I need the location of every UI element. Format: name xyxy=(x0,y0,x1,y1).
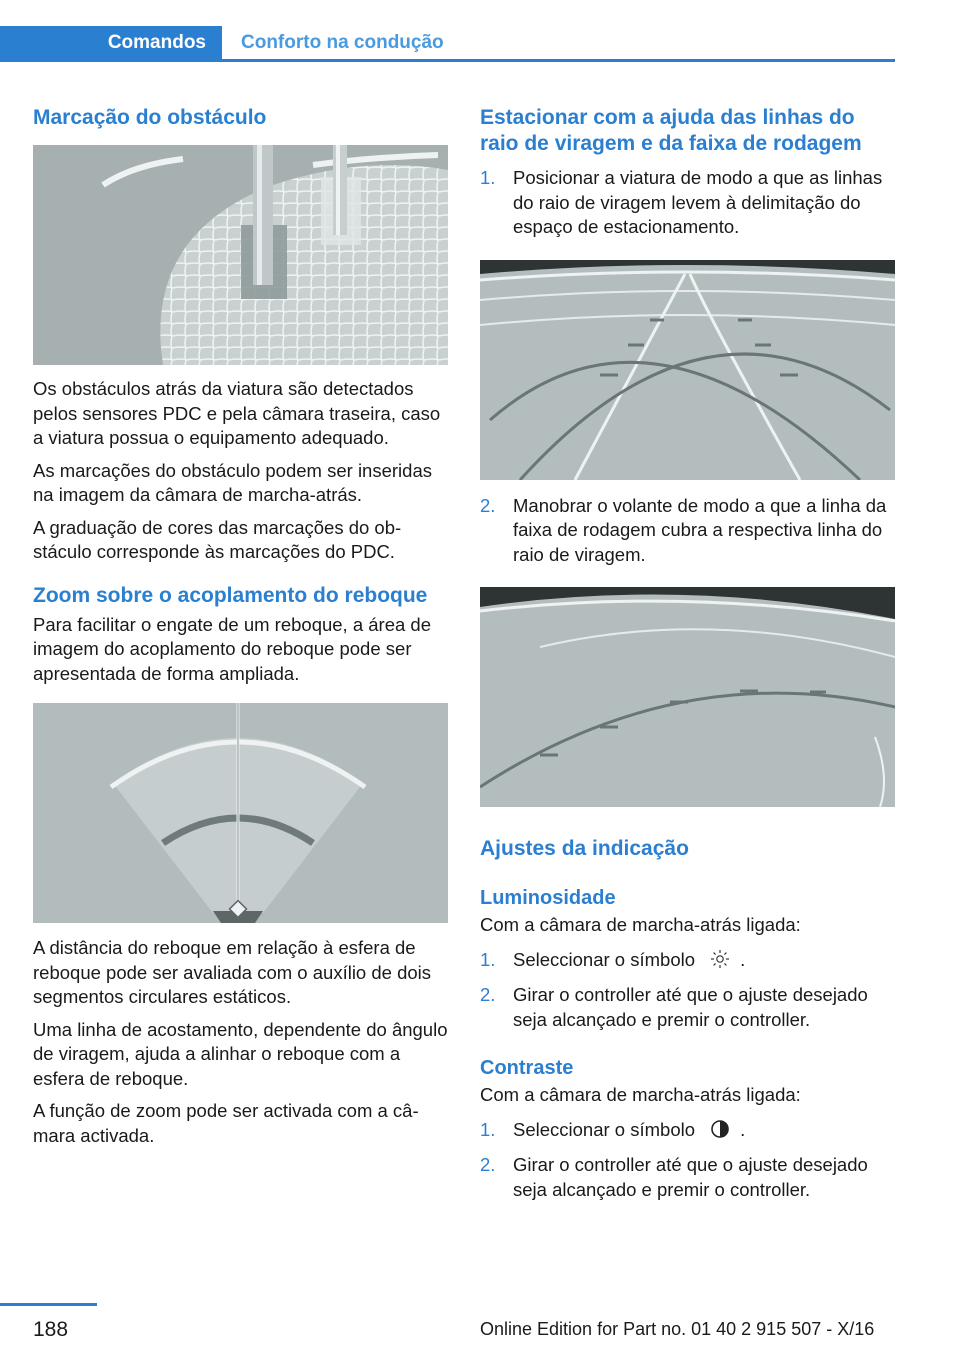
step-text-end: . xyxy=(740,948,746,970)
list-item xyxy=(480,494,896,568)
parking-steps xyxy=(480,166,896,240)
step-text-end: . xyxy=(740,1118,746,1140)
list-item xyxy=(480,166,896,240)
right-column xyxy=(480,100,896,1202)
step-number: 2. xyxy=(480,1154,496,1175)
obstacle-paragraph-2: As marcações do obstáculo podem ser inseridas na imagem da câmara de marcha-atrás. xyxy=(33,459,432,505)
contrast-heading: Contraste xyxy=(480,1057,574,1079)
parking-heading: Estacionar com a ajuda das linhas do raio de viragem e da faixa de rodagem xyxy=(480,106,862,155)
chapter-tab[interactable]: Comandos xyxy=(0,26,222,59)
trailer-zoom-paragraph-1: Para facilitar o engate de um reboque, a área de imagem do acoplamento do reboque pode ser apresentada de forma ampliada. xyxy=(33,613,432,684)
parking-steps-continued xyxy=(480,494,896,568)
step-text: Manobrar o volante de modo a que a linha da faixa de rodagem cubra a respectiva linha do raio de viragem. xyxy=(513,494,887,565)
step-number: 1. xyxy=(480,1118,496,1140)
contrast-steps xyxy=(480,1118,896,1203)
step-number: 2. xyxy=(480,984,496,1005)
list-item xyxy=(480,983,896,1032)
page-number: 188 xyxy=(33,1318,69,1341)
page-header xyxy=(0,26,895,62)
contrast-half-circle-icon[interactable] xyxy=(710,1119,730,1146)
section-tab[interactable]: Conforto na condução xyxy=(241,32,444,53)
trailer-zoom-heading: Zoom sobre o acoplamento do reboque xyxy=(33,583,428,607)
contrast-intro: Com a câmara de marcha-atrás ligada: xyxy=(480,1084,801,1105)
trailer-zoom-illustration xyxy=(33,703,448,923)
step-number: 1. xyxy=(480,948,496,970)
obstacle-paragraph-3: A graduação de cores das marcações do obstáculo corresponde às marcações do PDC. xyxy=(33,516,402,562)
brightness-heading: Luminosidade xyxy=(480,887,616,909)
trailer-zoom-paragraph-3: Uma linha de acostamento, dependente do ângulo de viragem, ajuda a alinhar o reboque com a esfera de reboque. xyxy=(33,1018,448,1089)
list-item xyxy=(480,1153,896,1202)
brightness-sun-icon[interactable] xyxy=(710,949,730,976)
step-text: Girar o controller até que o ajuste desejado seja alcançado e premir o controller. xyxy=(513,1154,868,1200)
obstacle-marking-illustration xyxy=(33,145,448,365)
display-settings-heading: Ajustes da indicação xyxy=(480,837,689,860)
step-number: 2. xyxy=(480,494,496,516)
turning-radius-illustration xyxy=(480,260,895,480)
obstacle-marking-heading: Marcação do obstáculo xyxy=(33,106,267,129)
step-text: Seleccionar o símbolo xyxy=(513,1118,696,1140)
header-divider xyxy=(0,59,895,62)
lane-line-illustration xyxy=(480,587,895,807)
list-item xyxy=(480,1118,896,1146)
trailer-zoom-paragraph-4: A função de zoom pode ser activada com a câmara activada. xyxy=(33,1100,419,1146)
left-column xyxy=(33,100,453,1148)
step-number: 1. xyxy=(480,167,496,188)
obstacle-paragraph-1: Os obstáculos atrás da viatura são detectados pelos sensores PDC e pela câmara traseira, caso a viatura possua o equipamento adequado. xyxy=(33,378,441,448)
step-text: Posicionar a viatura de modo a que as linhas do raio de viragem levem à delimitação do espaço de estacionamento. xyxy=(513,167,883,237)
list-item xyxy=(480,948,896,976)
brightness-steps xyxy=(480,948,896,1033)
edition-footer: Online Edition for Part no. 01 40 2 915 507 - X/16 xyxy=(480,1319,875,1339)
footer-divider xyxy=(0,1303,97,1306)
trailer-zoom-paragraph-2: A distância do reboque em relação à esfera de reboque pode ser avaliada com o auxílio de dois segmentos circulares estáticos. xyxy=(33,937,432,1007)
brightness-intro: Com a câmara de marcha-atrás ligada: xyxy=(480,914,801,935)
step-text: Seleccionar o símbolo xyxy=(513,948,696,970)
step-text: Girar o controller até que o ajuste desejado seja alcançado e premir o controller. xyxy=(513,984,868,1030)
